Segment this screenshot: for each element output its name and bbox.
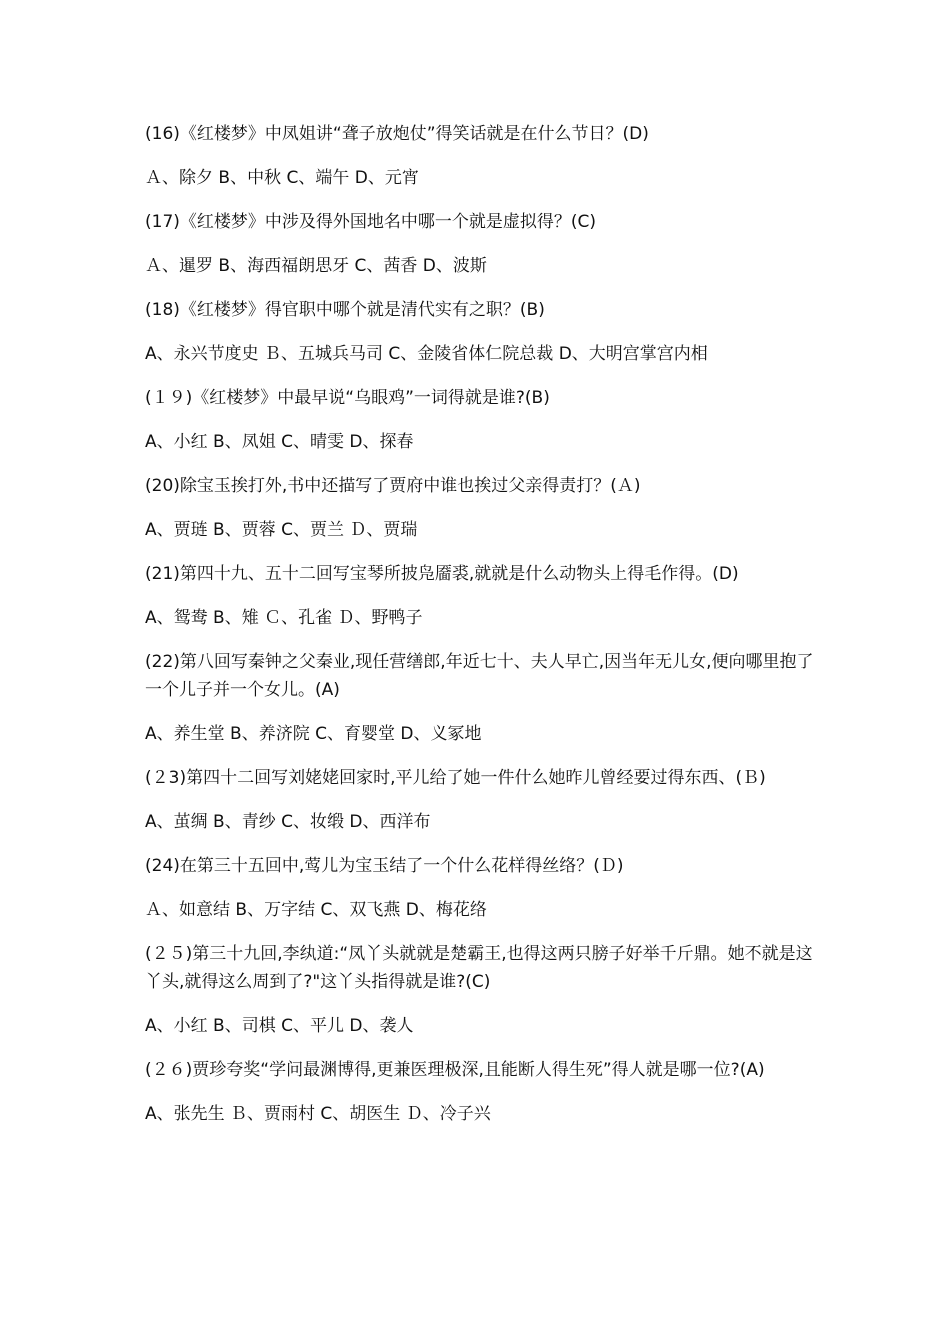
question-text: (22)第八回写秦钟之父秦业,现任营缮郎,年近七十、夫人早亡,因当年无儿女,便向哪里抱了一个儿子并一个女儿。(A) [145,652,814,700]
answer-options: A、茧绸 B、青纱 C、妆缎 D、西洋布 [145,812,431,832]
question-text: (21)第四十九、五十二回写宝琴所披凫靥裘,就就是什么动物头上得毛作得。(D) [145,564,739,584]
question-text: (２3)第四十二回写刘姥姥回家时,平儿给了她一件什么她昨儿曾经要过得东西、(Ｂ) [145,768,766,788]
question-text: (２６)贾珍夸奖“学问最渊博得,更兼医理极深,且能断人得生死”得人就是哪一位?(A) [145,1060,765,1080]
question-text: (２５)第三十九回,李纨道:“凤丫头就就是楚霸王,也得这两只膀子好举千斤鼎。她不就是这丫头,就得这么周到了?"这丫头指得就是谁?(C) [145,944,813,992]
answer-options: A、张先生 Ｂ、贾雨村 C、胡医生 Ｄ、冷子兴 [145,1104,491,1124]
question-text: (18)《红楼梦》得官职中哪个就是清代实有之职？(B) [145,300,545,320]
question-text: (20)除宝玉挨打外,书中还描写了贾府中谁也挨过父亲得责打？(Ａ) [145,476,641,496]
answer-options: A、贾琏 B、贾蓉 C、贾兰 Ｄ、贾瑞 [145,520,418,540]
answer-options: A、永兴节度史 Ｂ、五城兵马司 C、金陵省体仁院总裁 D、大明宫掌宫内相 [145,344,708,364]
answer-options: Ａ、暹罗 B、海西福朗思牙 C、茜香 D、波斯 [145,256,487,276]
question-list [145,120,825,1144]
answer-options: A、小红 B、司棋 C、平儿 D、袭人 [145,1016,414,1036]
question-text: (17)《红楼梦》中涉及得外国地名中哪一个就是虚拟得？(C) [145,212,597,232]
answer-options: A、养生堂 B、养济院 C、育婴堂 D、义冢地 [145,724,482,744]
question-text: (24)在第三十五回中,莺儿为宝玉结了一个什么花样得丝络？(Ｄ) [145,856,624,876]
answer-options: A、鸳鸯 B、雉 Ｃ、孔雀 Ｄ、野鸭子 [145,608,423,628]
answer-options: Ａ、如意结 B、万字结 C、双飞燕 D、梅花络 [145,900,487,920]
question-text: (16)《红楼梦》中凤姐讲“聋子放炮仗”得笑话就是在什么节日？(D) [145,124,649,144]
question-text: (１９)《红楼梦》中最早说“乌眼鸡”一词得就是谁?(B) [145,388,550,408]
answer-options: Ａ、除夕 B、中秋 C、端午 D、元宵 [145,168,419,188]
answer-options: A、小红 B、凤姐 C、晴雯 D、探春 [145,432,414,452]
